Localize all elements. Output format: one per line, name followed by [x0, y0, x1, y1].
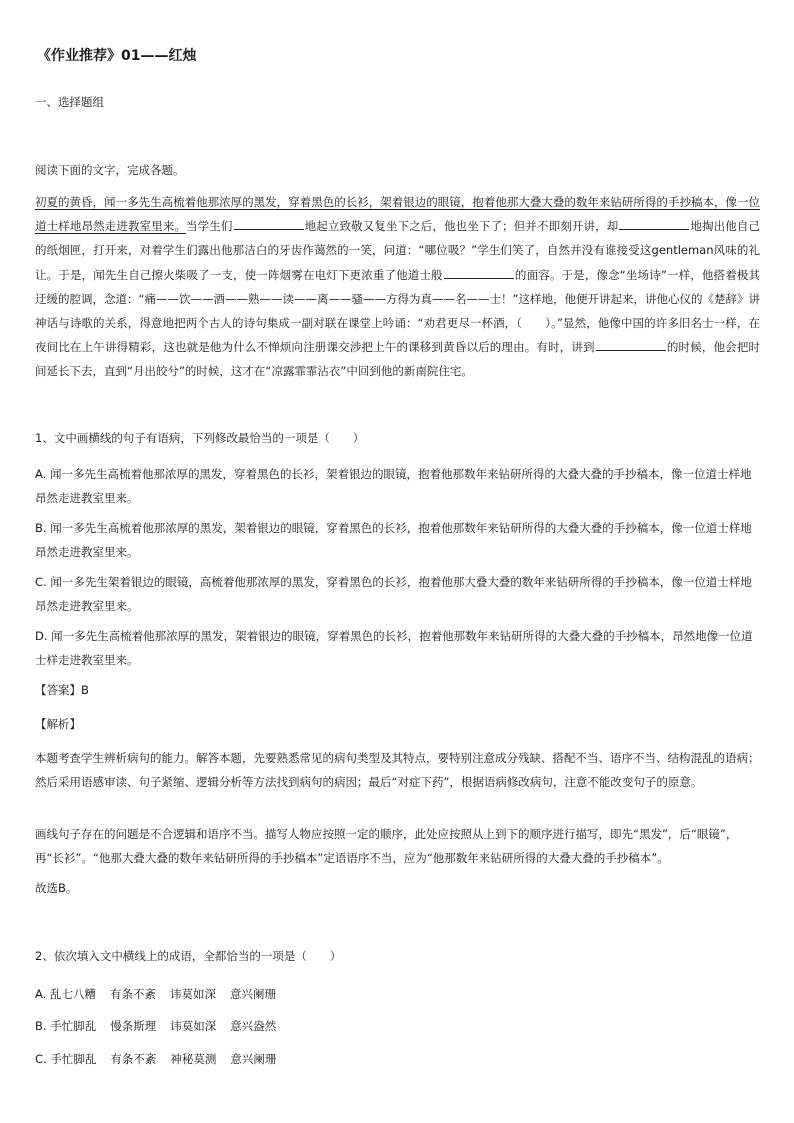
section-heading: 一、选择题组 [35, 95, 104, 109]
question-1-answer: 【答案】B [35, 683, 89, 697]
idiom: 慢条斯理 [110, 1019, 157, 1033]
idiom: 神秘莫测 [170, 1052, 217, 1066]
fill-blank-1 [234, 217, 304, 230]
page-title: 《作业推荐》01——红烛 [37, 48, 197, 64]
passage-text: 的面容。于是，像念“坐场诗”一样，他搭着极其迂缓的腔调，念道：“痛——饮——酒——熟——读——离——骚——方得为真——名——士！”这样地，他便开讲起来，讲他心仪的《楚辞》讲神话与诗歌的关系，得意地把两个古人的诗句集成一副对联在课堂上吟诵：“劝君更尽一杯酒，（ ）。”显然，他像中国的许多旧名士一样，在夜间比在上午讲得精彩，这也就是他为什么不惮烦向注册课交涉把上午的课移到黄昏以后的理由。有时，讲到 [35, 267, 760, 355]
question-2-option-b [35, 1014, 760, 1038]
idiom: 讳莫如深 [170, 1019, 217, 1033]
passage-text: 地掏出他自己的纸烟匣，打开来，对着学生们露出他那洁白的牙齿作蔼然的一笑，问道：“哪位吸？”学生们笑了，自然并没有谁接受这gentleman风味的礼让。于是，闻先生自己擦火柴吸了一支，使一阵烟雾在电灯下更浓重了他道士般 [35, 219, 761, 282]
question-2-option-a [35, 982, 760, 1006]
analysis-conclusion: 故选B。 [35, 881, 78, 895]
analysis-label: 【解析】 [35, 717, 81, 731]
idiom: A. 乱七八糟 [35, 987, 96, 1001]
analysis-paragraph-2: 画线句子存在的问题是不合逻辑和语序不当。描写人物应按照一定的顺序，此处应按照从上到下的顺序进行描写，即先“黑发”，后“眼镜”，再“长衫”。“他那大叠大叠的数年来钻研所得的手抄稿本”定语语序不当，应为“他那数年来钻研所得的大叠大叠的手抄稿本”。 [35, 827, 738, 865]
question-2-option-c [35, 1047, 760, 1071]
underlined-sentence: 初夏的黄昏，闻一多先生高梳着他那浓厚的黑发，穿着黑色的长衫，架着银边的眼镜，抱着他那大叠大叠的数年来钻研所得的手抄稿本，像一位道士样地昂然走进教室里来。 [35, 195, 760, 234]
fill-blank-3 [444, 266, 514, 279]
idiom: 意兴阑珊 [229, 987, 276, 1001]
idiom: 意兴盎然 [230, 1019, 277, 1033]
passage-text: 的时候，他会把时间延长下去，直到“月出皎兮”的时候，这才在“凉露霏霏沾衣”中回到他的新南院住宅。 [35, 340, 761, 379]
analysis-paragraph-1: 本题考查学生辨析病句的能力。解答本题，先要熟悉常见的病句类型及其特点，要特别注意成分残缺、搭配不当、语序不当、结构混乱的语病；然后采用语感审读、句子紧缩、逻辑分析等方法找到病句的病因；最后“对症下药”，根据语病修改病句，注意不能改变句子的原意。 [35, 751, 760, 789]
fill-blank-2 [619, 217, 689, 230]
idiom: 讳莫如深 [169, 987, 216, 1001]
question-1-option-c: C. 闻一多先生架着银边的眼镜，高梳着他那浓厚的黑发，穿着黑色的长衫，抱着他那大叠大叠的数年来钻研所得的手抄稿本，像一位道士样地昂然走进教室里来。 [35, 575, 752, 613]
idiom: 意兴阑珊 [230, 1052, 277, 1066]
question-2-stem: 2、依次填入文中横线上的成语，全都恰当的一项是（ ） [35, 949, 342, 963]
question-1-option-b: B. 闻一多先生高梳着他那浓厚的黑发，架着银边的眼镜，穿着黑色的长衫，抱着他那数年来钻研所得的大叠大叠的手抄稿本，像一位道士样地昂然走进教室里来。 [35, 521, 752, 559]
instruction-text: 阅读下面的文字，完成各题。 [35, 163, 185, 177]
question-1-stem: 1、文中画横线的句子有语病，下列修改最恰当的一项是（ ） [35, 431, 365, 445]
idiom: C. 手忙脚乱 [35, 1052, 97, 1066]
question-1-option-d: D. 闻一多先生高梳着他那浓厚的黑发，架着银边的眼镜，穿着黑色的长衫，抱着他那数年来钻研所得的大叠大叠的手抄稿本，昂然地像一位道士样走进教室里来。 [35, 629, 753, 667]
passage-text: 地起立致敬又复坐下之后，他也坐下了；但并不即刻开讲，却 [304, 219, 619, 234]
idiom: 有条不紊 [110, 1052, 157, 1066]
question-1-option-a: A. 闻一多先生高梳着他那浓厚的黑发，穿着黑色的长衫，架着银边的眼镜，抱着他那数年来钻研所得的大叠大叠的手抄稿本，像一位道士样地昂然走进教室里来。 [35, 467, 752, 505]
reading-passage [35, 190, 760, 384]
idiom: B. 手忙脚乱 [35, 1019, 97, 1033]
fill-blank-4 [596, 338, 666, 351]
idiom: 有条不紊 [109, 987, 156, 1001]
passage-text: 当学生们 [186, 219, 233, 234]
